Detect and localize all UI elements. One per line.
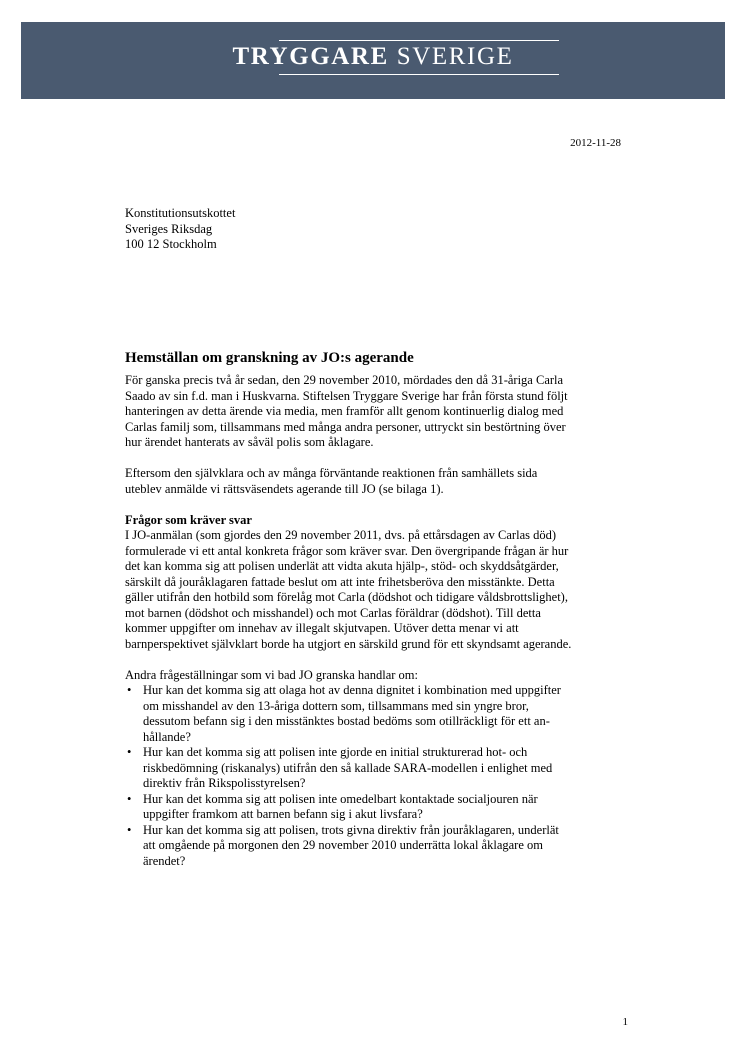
list-intro: Andra frågeställningar som vi bad JO granska handlar om: bbox=[125, 667, 418, 682]
text-line: det kan komma sig att polisen underlät att vidta akuta hjälp-, stöd- och skyddsåtgärder, bbox=[125, 559, 559, 573]
text-line: I JO-anmälan (som gjordes den 29 november 2011, dvs. på ettårsdagen av Carlas död) bbox=[125, 528, 557, 542]
bullet-icon: • bbox=[127, 822, 132, 837]
text-line: Saado av sin f.d. man i Huskvarna. Stiftelsen Tryggare Sverige har från första stund följt bbox=[125, 388, 568, 403]
text-line: hur ärendet hanterats av såväl polis som åklagare. bbox=[125, 435, 374, 449]
text-line: uteblev anmälde vi rättsväsendets agerande till JO (se bilaga 1). bbox=[125, 481, 444, 496]
logo-rule-top bbox=[279, 40, 559, 41]
text-line: ärendet? bbox=[143, 853, 186, 868]
recipient-address bbox=[125, 206, 235, 253]
logo-word-1: TRYGGARE bbox=[232, 43, 389, 70]
text-line: kommer uppgifter om innehav av illegalt skjutvapen. Utöver detta menar vi att bbox=[125, 621, 519, 635]
logo-word-2: SVERIGE bbox=[396, 43, 514, 70]
text-line: dessutom befann sig i den misstänktes bostad bedöms som otillräckligt för ett an- bbox=[143, 714, 550, 728]
text-line: riskbedömning (riskanalys) utifrån den så kallade SARA-modellen i enlighet med bbox=[143, 760, 553, 775]
page-number: 1 bbox=[622, 1016, 628, 1028]
text-line: formulerade vi ett antal konkreta frågor som kräver svar. Den övergripande frågan är hur bbox=[125, 543, 569, 558]
list-item bbox=[125, 683, 625, 745]
letter-date: 2012-11-28 bbox=[570, 137, 621, 149]
letter-title: Hemställan om granskning av JO:s agerande bbox=[125, 350, 414, 366]
text-line: att omgående på morgonen den 29 november 2010 underrätta lokal åklagare om bbox=[143, 838, 543, 852]
text-line: uppgifter framkom att barnen befann sig i akut livsfara? bbox=[143, 807, 423, 821]
bullet-icon: • bbox=[127, 745, 132, 759]
logo-rule-bottom bbox=[279, 74, 559, 75]
text-line: Hur kan det komma sig att olaga hot av denna dignitet i kombination med uppgifter bbox=[143, 683, 561, 697]
letter-body bbox=[125, 349, 625, 869]
text-line: Hur kan det komma sig att polisen, trots givna direktiv från jouråklagaren, underlät bbox=[143, 822, 559, 837]
text-line: Carlas familj som, tillsammans med många andra personer, uttryckt sin bestörtning över bbox=[125, 419, 566, 434]
question-list bbox=[125, 683, 625, 869]
text-line: barnperspektivet självklart borde ha utgjort en särskild grund för ett skyndsamt agerande. bbox=[125, 636, 572, 651]
list-item bbox=[125, 745, 625, 792]
logo bbox=[21, 44, 725, 69]
list-item bbox=[125, 792, 625, 823]
text-line: mot barnen (dödshot och misshandel) och mot Carlas föräldrar (dödshot). Till detta bbox=[125, 605, 541, 620]
paragraph-questions bbox=[125, 528, 625, 652]
bullet-icon: • bbox=[127, 791, 132, 806]
address-line: Sveriges Riksdag bbox=[125, 221, 213, 236]
text-line: direktiv från Rikspolisstyrelsen? bbox=[143, 776, 306, 790]
section-questions bbox=[125, 513, 625, 653]
text-line: om misshandel av den 13-åriga dottern som, tillsammans med sin yngre bror, bbox=[143, 698, 529, 713]
header-banner bbox=[21, 22, 725, 99]
text-line: Hur kan det komma sig att polisen inte gjorde en initial strukturerad hot- och bbox=[143, 745, 528, 759]
address-line: 100 12 Stockholm bbox=[125, 237, 217, 251]
text-line: Eftersom den självklara och av många förväntande reaktionen från samhällets sida bbox=[125, 466, 538, 480]
text-line: Hur kan det komma sig att polisen inte omedelbart kontaktade socialjouren när bbox=[143, 791, 538, 806]
text-line: För ganska precis två år sedan, den 29 november 2010, mördades den då 31-åriga Carla bbox=[125, 373, 564, 387]
text-line: särskilt då jouråklagaren fattade beslut om att inte frihetsberöva den misstänkte. Detta bbox=[125, 574, 555, 589]
text-line: hållande? bbox=[143, 729, 191, 744]
address-line: Konstitutionsutskottet bbox=[125, 206, 236, 220]
bullet-icon: • bbox=[127, 683, 132, 697]
section-heading: Frågor som kräver svar bbox=[125, 512, 252, 527]
paragraph-intro bbox=[125, 373, 625, 451]
list-item bbox=[125, 823, 625, 870]
text-line: gäller utifrån den hotbild som förelåg mot Carla (dödshot och tidigare våldsbrottslighet), bbox=[125, 590, 568, 604]
text-line: hanteringen av detta ärende via media, men framför allt genom kontinuerlig dialog med bbox=[125, 404, 564, 418]
paragraph-report bbox=[125, 466, 625, 497]
